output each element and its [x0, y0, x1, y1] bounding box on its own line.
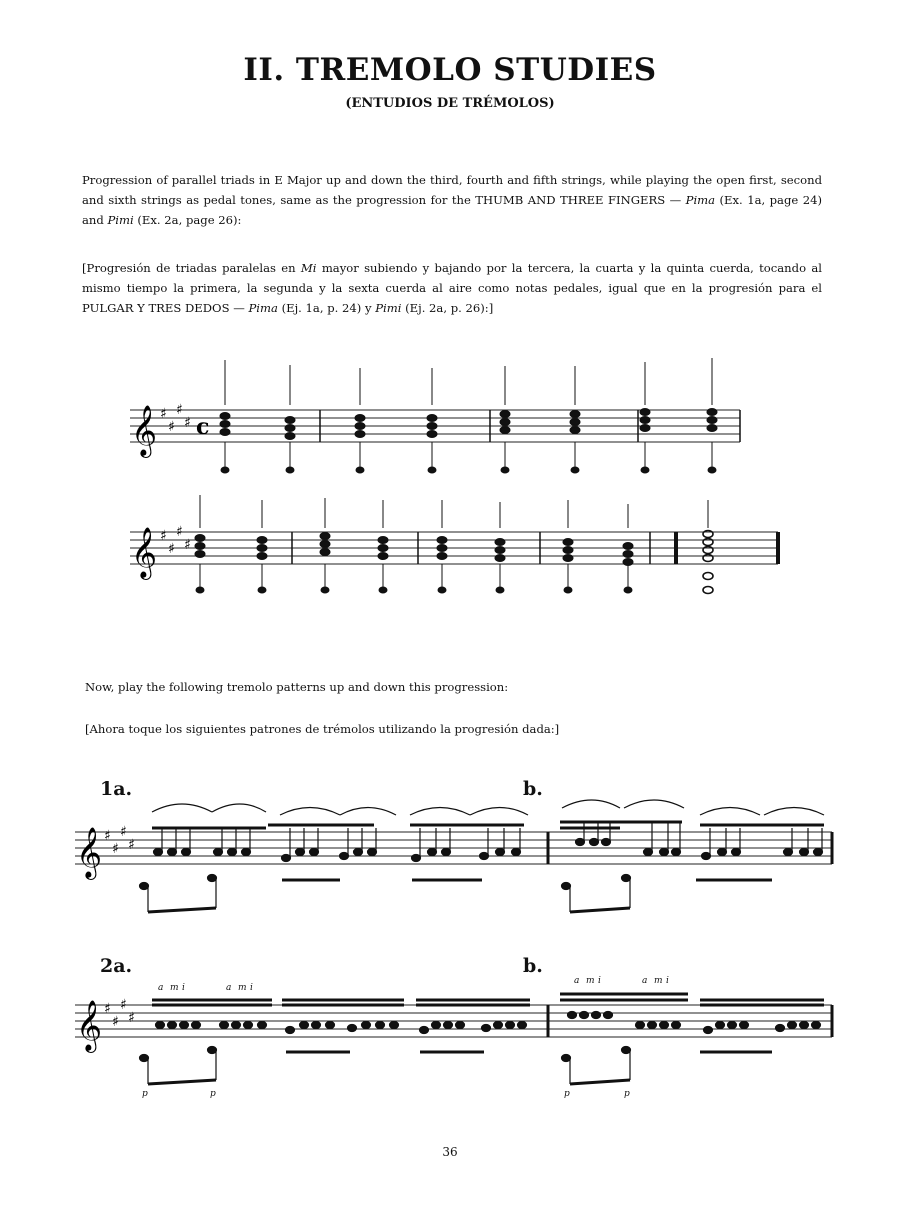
staff-lines [75, 1005, 832, 1037]
treble-clef: 𝄞 [131, 527, 158, 578]
staff-lines [75, 832, 832, 864]
svg-text:i: i [598, 976, 601, 986]
example-1-staff [0, 795, 900, 925]
svg-text:♯: ♯ [104, 828, 111, 844]
svg-text:♯: ♯ [168, 541, 175, 557]
svg-text:♯: ♯ [184, 415, 191, 431]
svg-text:a: a [158, 983, 164, 993]
treble-clef: 𝄞 [131, 405, 158, 456]
svg-text:a: a [226, 983, 232, 993]
time-signature: c [196, 414, 210, 440]
staff-lines [130, 532, 778, 564]
svg-text:♯: ♯ [176, 402, 183, 418]
page-subtitle: (ENTUDIOS DE TRÉMOLOS) [345, 96, 555, 111]
svg-text:♯: ♯ [176, 524, 183, 540]
instruction-spanish: [Ahora toque los siguientes patrones de trémolos utilizando la progresión dada:] [85, 722, 560, 736]
treble-clef: 𝄞 [76, 1000, 103, 1051]
svg-text:i: i [666, 976, 669, 986]
progression-staff-1 [0, 350, 900, 490]
paragraph-english: Progression of parallel triads in E Major up and down the third, fourth and fifth strings, while playing the open first, second and sixth strings as pedal tones, same as the progression for the THUMB AND THREE FINGERS — Pima (Ex. 1a, page 24) and Pimi (Ex. 2a, page 26): [82, 173, 822, 227]
svg-text:♯: ♯ [104, 1001, 111, 1017]
svg-text:♯: ♯ [128, 837, 135, 853]
svg-text:m: m [238, 983, 247, 993]
page-number: 36 [442, 1145, 458, 1159]
svg-text:p: p [564, 1089, 570, 1099]
svg-text:m: m [586, 976, 595, 986]
svg-text:♯: ♯ [168, 419, 175, 435]
svg-text:m: m [170, 983, 179, 993]
svg-text:m: m [654, 976, 663, 986]
example-label-1b: b. [523, 778, 543, 800]
svg-text:a: a [574, 976, 580, 986]
svg-text:p: p [210, 1089, 216, 1099]
svg-text:a: a [642, 976, 648, 986]
svg-text:♯: ♯ [112, 1014, 119, 1030]
svg-text:♯: ♯ [184, 537, 191, 553]
svg-text:♯: ♯ [128, 1010, 135, 1026]
svg-text:♯: ♯ [112, 841, 119, 857]
progression-staff-2 [0, 490, 900, 610]
example-label-1a: 1a. [100, 778, 133, 800]
example-label-2b: b. [523, 955, 543, 977]
paragraph-spanish: [Progresión de triadas paralelas en Mi mayor subiendo y bajando por la tercera, la cuarta y la quinta cuerda, tocando al mismo tiempo la primera, la segunda y la sexta cuerda al aire como notas pedales, igual que en la progresión para el PULGAR Y TRES DEDOS — Pima (Ej. 1a, p. 24) y Pimi (Ej. 2a, p. 26):] [82, 261, 822, 315]
svg-text:p: p [142, 1089, 148, 1099]
example-2-staff [0, 968, 900, 1098]
chords [195, 495, 713, 594]
example-label-2a: 2a. [100, 955, 133, 977]
treble-clef: 𝄞 [76, 827, 103, 878]
svg-text:i: i [182, 983, 185, 993]
svg-text:♯: ♯ [160, 528, 167, 544]
instruction-english: Now, play the following tremolo patterns up and down this progression: [85, 680, 509, 694]
svg-text:♯: ♯ [160, 406, 167, 422]
svg-text:♯: ♯ [120, 997, 127, 1013]
svg-text:♯: ♯ [120, 824, 127, 840]
tremolo-groups [140, 994, 825, 1084]
page-title: II. TREMOLO STUDIES [243, 52, 657, 88]
svg-text:p: p [624, 1089, 630, 1099]
chords [220, 358, 717, 473]
svg-text:i: i [250, 983, 253, 993]
